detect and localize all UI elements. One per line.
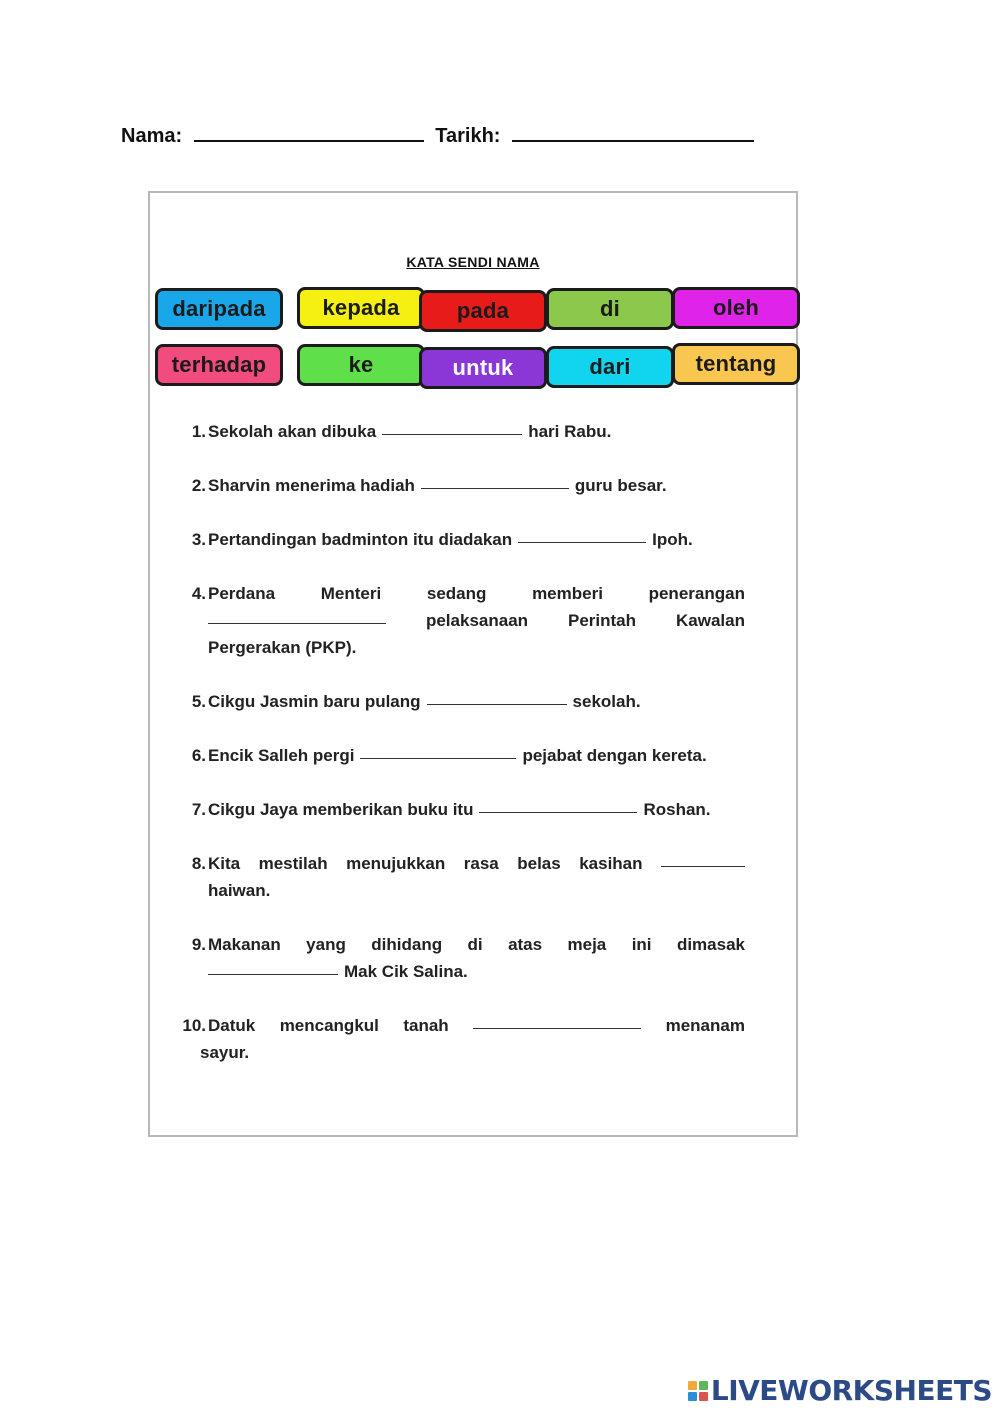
answer-blank[interactable] xyxy=(360,742,516,759)
liveworksheets-logo xyxy=(688,1374,992,1407)
word-chip: daripada xyxy=(155,288,283,330)
question-word: pelaksanaan xyxy=(425,611,529,630)
question-word: Menteri xyxy=(320,584,382,603)
answer-blank[interactable] xyxy=(518,526,646,543)
question-item xyxy=(180,472,745,499)
question-word: atas xyxy=(508,935,543,954)
question-item xyxy=(180,931,745,985)
question-text: Mak Cik Salina. xyxy=(344,962,468,981)
question-item xyxy=(180,796,745,823)
question-number: 8. xyxy=(191,854,206,873)
answer-blank[interactable] xyxy=(427,688,567,705)
word-chip: terhadap xyxy=(155,344,283,386)
question-word: menanam xyxy=(665,1016,745,1035)
question-word: rasa xyxy=(463,854,499,873)
question-word: Perintah xyxy=(568,611,637,630)
question-number: 2. xyxy=(191,476,206,495)
word-bank-row xyxy=(155,344,793,400)
question-text: Cikgu Jaya memberikan buku itu xyxy=(208,800,474,819)
question-word: tanah xyxy=(403,1016,449,1035)
question-number: 9. xyxy=(191,935,206,954)
word-chip: kepada xyxy=(297,287,425,329)
word-chip: di xyxy=(546,288,674,330)
answer-blank[interactable] xyxy=(473,1012,641,1029)
question-item xyxy=(180,418,745,445)
question-word: ini xyxy=(631,935,652,954)
answer-blank[interactable] xyxy=(421,472,569,489)
question-text: Sharvin menerima hadiah xyxy=(208,476,415,495)
question-text: Cikgu Jasmin baru pulang xyxy=(208,692,421,711)
question-word: Kawalan xyxy=(676,611,745,630)
date-label: Tarikh: xyxy=(435,125,501,147)
answer-blank[interactable] xyxy=(208,607,386,624)
question-word: di xyxy=(467,935,483,954)
answer-blank[interactable] xyxy=(208,958,338,975)
word-chip: dari xyxy=(546,346,674,388)
word-bank xyxy=(155,288,793,400)
question-word: menujukkan xyxy=(346,854,446,873)
question-text: hari Rabu. xyxy=(528,422,612,441)
answer-blank[interactable] xyxy=(382,418,522,435)
name-field[interactable] xyxy=(194,122,424,142)
question-word: Makanan xyxy=(208,935,281,954)
word-chip: pada xyxy=(419,290,547,332)
question-item xyxy=(180,580,745,661)
question-text: Pergerakan (PKP). xyxy=(208,638,357,657)
question-text: Ipoh. xyxy=(652,530,693,549)
question-text: Sekolah akan dibuka xyxy=(208,422,377,441)
question-word: Perdana xyxy=(208,584,276,603)
answer-blank[interactable] xyxy=(479,796,637,813)
question-item xyxy=(180,1012,745,1066)
question-text: haiwan. xyxy=(208,881,271,900)
word-bank-row xyxy=(155,288,793,344)
worksheet-title: KATA SENDI NAMA xyxy=(406,254,540,270)
question-word: yang xyxy=(306,935,346,954)
question-word: mencangkul xyxy=(279,1016,379,1035)
question-word: Datuk xyxy=(208,1016,256,1035)
question-text: sekolah. xyxy=(572,692,641,711)
question-word: dihidang xyxy=(371,935,443,954)
word-chip: oleh xyxy=(672,287,800,329)
question-number: 1. xyxy=(191,422,206,441)
question-number: 7. xyxy=(191,800,206,819)
question-word: Kita xyxy=(208,854,241,873)
question-text: sayur. xyxy=(200,1043,250,1062)
question-number: 4. xyxy=(191,584,206,603)
question-text: Pertandingan badminton itu diadakan xyxy=(208,530,513,549)
name-label: Nama: xyxy=(121,125,183,147)
question-number: 5. xyxy=(191,692,206,711)
question-word: kasihan xyxy=(579,854,643,873)
question-number: 10. xyxy=(182,1016,206,1035)
worksheet-panel xyxy=(148,191,798,1137)
question-text: Encik Salleh pergi xyxy=(208,746,355,765)
brand-text: LIVEWORKSHEETS xyxy=(710,1374,992,1407)
question-text: pejabat dengan kereta. xyxy=(522,746,707,765)
answer-blank[interactable] xyxy=(661,850,745,867)
question-text: guru besar. xyxy=(574,476,667,495)
question-text: Roshan. xyxy=(643,800,711,819)
question-item xyxy=(180,850,745,904)
student-info-header xyxy=(121,122,760,148)
question-item xyxy=(180,526,745,553)
question-word: memberi xyxy=(532,584,603,603)
question-number: 3. xyxy=(191,530,206,549)
question-word: penerangan xyxy=(648,584,745,603)
question-word: belas xyxy=(517,854,561,873)
word-chip: tentang xyxy=(672,343,800,385)
question-item xyxy=(180,742,745,769)
question-word: dimasak xyxy=(676,935,745,954)
question-word: mestilah xyxy=(258,854,328,873)
word-chip: ke xyxy=(297,344,425,386)
date-field[interactable] xyxy=(512,122,754,142)
liveworksheets-icon xyxy=(688,1381,708,1401)
word-chip: untuk xyxy=(419,347,547,389)
question-number: 6. xyxy=(191,746,206,765)
question-word: sedang xyxy=(426,584,487,603)
question-item xyxy=(180,688,745,715)
question-word: meja xyxy=(567,935,607,954)
